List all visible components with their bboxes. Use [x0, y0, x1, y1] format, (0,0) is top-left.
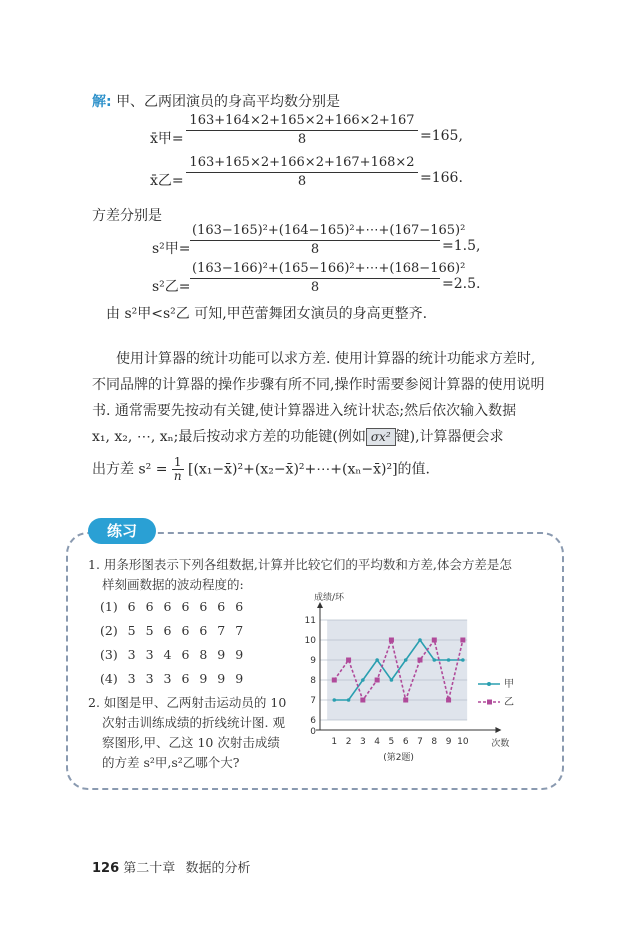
y-tick-label: 11 [304, 616, 316, 626]
mean-jia-denominator: 8 [297, 132, 307, 147]
formula-frac-num: 1 [173, 455, 182, 469]
exercise-row-3: (3) 3 3 4 6 8 9 9 [100, 647, 244, 662]
series-1-point [332, 698, 336, 702]
x-tick-label: 8 [431, 737, 438, 747]
var-yi-denominator: 8 [310, 280, 320, 295]
paragraph-line-4a: x₁, x₂, ⋯, xₙ;最后按动求方差的功能键(例如 [92, 429, 366, 445]
mean-jia-fraction [186, 112, 418, 149]
series-2-point [346, 658, 351, 663]
solution-label: 解: [92, 94, 112, 110]
variance-formula-fraction [172, 456, 184, 483]
series-2-point [418, 658, 423, 663]
x-tick-label: 3 [359, 737, 366, 747]
y-tick-label: 7 [310, 696, 316, 706]
exercise-q2-line3: 察图形,甲、乙这 10 次射击成绩 [102, 735, 280, 750]
plot-background [327, 620, 467, 720]
var-yi-numerator: (163−166)²+(165−166)²+⋯+(168−166)² [190, 260, 440, 279]
mean-yi-denominator: 8 [297, 174, 307, 189]
y-tick-label: 9 [310, 656, 316, 666]
paragraph-line-4b: 键),计算器便会求 [395, 429, 504, 445]
series-1-point [390, 678, 394, 682]
exercise-q1-line2: 样刻画数据的波动程度的: [102, 577, 244, 592]
mean-yi-fraction [186, 154, 418, 191]
origin-label: 0 [310, 727, 316, 737]
exercise-q1-line1: 1. 用条形图表示下列各组数据,计算并比较它们的平均数和方差,体会方差是怎 [88, 557, 512, 572]
var-jia-rhs: =1.5, [442, 238, 481, 254]
series-1-point [375, 658, 379, 662]
exercise-q2-line1: 2. 如图是甲、乙两射击运动员的 10 [88, 695, 287, 710]
chapter-label: 第二十章 [123, 861, 176, 876]
x-tick-label: 9 [445, 737, 452, 747]
x-tick-label: 5 [388, 737, 395, 747]
var-jia-numerator: (163−165)²+(164−165)²+⋯+(167−165)² [190, 222, 440, 241]
y-axis-label: 成绩/环 [314, 593, 345, 603]
solution-intro: 甲、乙两团演员的身高平均数分别是 [116, 94, 341, 110]
shooting-scores-chart [288, 592, 548, 762]
solution-intro-line [92, 92, 340, 112]
paragraph-line-5 [92, 456, 430, 483]
paragraph-line-3: 书. 通常需要先按动有关键,使计算器进入统计状态;然后依次输入数据 [92, 403, 517, 419]
legend-marker-1 [487, 682, 491, 686]
series-1-point [461, 658, 465, 662]
legend-label-1: 甲 [504, 679, 514, 690]
y-tick-label: 10 [304, 636, 316, 646]
exercise-row-4: (4) 3 3 3 6 9 9 9 [100, 671, 244, 686]
mean-yi-rhs: =166. [420, 170, 463, 186]
paragraph-line-1: 使用计算器的统计功能可以求方差. 使用计算器的统计功能求方差时, [116, 351, 536, 367]
series-2-point [332, 678, 337, 683]
x-axis-label: 次数 [491, 739, 510, 749]
var-jia-denominator: 8 [310, 242, 320, 257]
x-tick-label: 10 [457, 737, 469, 747]
chart-caption: (第2题) [383, 753, 414, 762]
y-tick-label: 8 [310, 676, 316, 686]
series-2-point [403, 698, 408, 703]
mean-yi-lhs: x̄乙= [150, 173, 184, 189]
mean-jia-rhs: =165, [420, 128, 463, 144]
x-tick-label: 7 [417, 737, 423, 747]
y-tick-label: 6 [310, 716, 316, 726]
series-2-point [460, 638, 465, 643]
x-tick-label: 4 [374, 737, 381, 747]
exercise-row-2: (2) 5 5 6 6 6 7 7 [100, 623, 244, 638]
legend-marker-2 [487, 700, 492, 705]
series-1-point [432, 658, 436, 662]
series-2-point [432, 638, 437, 643]
formula-frac-den: n [173, 469, 182, 483]
paragraph-line-4 [92, 424, 504, 450]
variance-intro: 方差分别是 [92, 208, 162, 224]
chart-svg [288, 592, 548, 762]
x-tick-label: 6 [402, 737, 409, 747]
solution-conclusion: 由 s²甲<s²乙 可知,甲芭蕾舞团女演员的身高更整齐. [106, 306, 428, 322]
page-footer [92, 857, 250, 876]
mean-jia-numerator: 163+164×2+165×2+166×2+167 [186, 112, 418, 131]
exercise-title: 练习 [88, 518, 156, 544]
series-2-point [375, 678, 380, 683]
x-tick-label: 2 [345, 737, 352, 747]
chapter-title: 数据的分析 [185, 861, 251, 876]
series-1-point [361, 678, 365, 682]
series-1-point [347, 698, 351, 702]
series-1-point [404, 658, 408, 662]
x-axis-arrow [495, 727, 501, 733]
legend-label-2: 乙 [504, 697, 514, 708]
var-yi-lhs: s²乙= [152, 279, 191, 295]
var-yi-rhs: =2.5. [442, 276, 481, 292]
series-2-point [446, 698, 451, 703]
variance-key: σx² [366, 428, 396, 446]
series-2-point [360, 698, 365, 703]
mean-jia-lhs: x̄甲= [150, 131, 184, 147]
exercise-row-1: (1) 6 6 6 6 6 6 6 [100, 599, 244, 614]
exercise-q2-line4: 的方差 s²甲,s²乙哪个大? [102, 755, 240, 770]
page-number: 126 [92, 861, 120, 876]
var-jia-lhs: s²甲= [152, 241, 191, 257]
paragraph-line-5b: [(x₁−x̄)²+(x₂−x̄)²+⋯+(xₙ−x̄)²]的值. [187, 461, 431, 478]
series-1-point [447, 658, 451, 662]
x-tick-label: 1 [331, 737, 338, 747]
exercise-q2-line2: 次射击训练成绩的折线统计图. 观 [102, 715, 285, 730]
paragraph-line-2: 不同品牌的计算器的操作步骤有所不同,操作时需要参阅计算器的使用说明 [92, 377, 545, 393]
paragraph-line-5a: 出方差 s² = [92, 461, 168, 478]
mean-yi-numerator: 163+165×2+166×2+167+168×2 [186, 154, 418, 173]
series-1-point [418, 638, 422, 642]
series-2-point [389, 638, 394, 643]
